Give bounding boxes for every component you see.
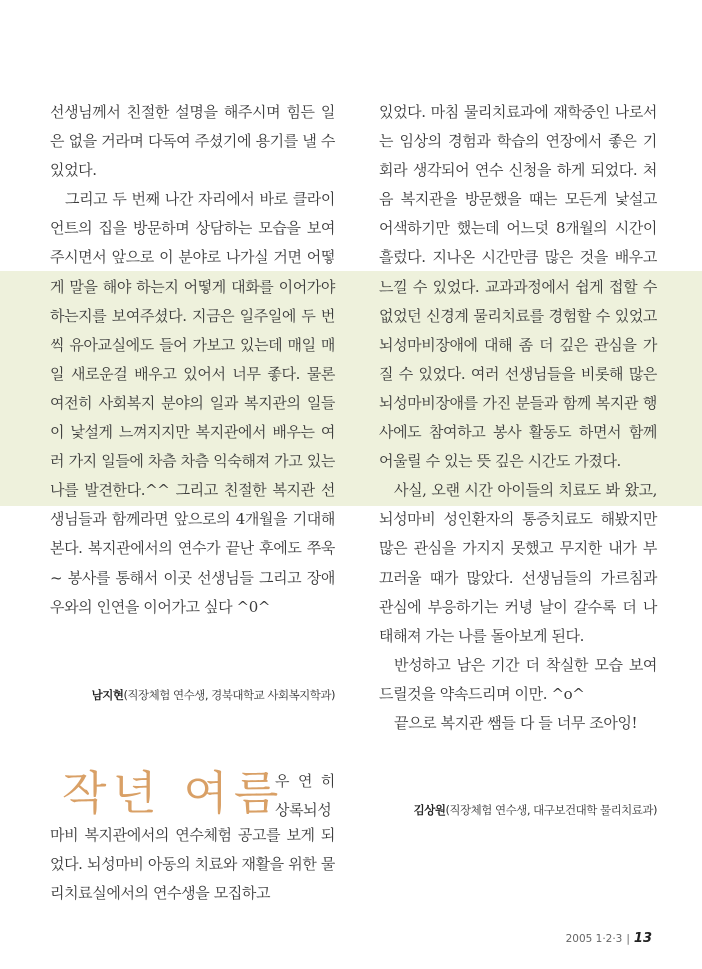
footer-divider: | [626, 932, 630, 945]
right-paragraph-1: 있었다. 마침 물리치료과에 재학중인 나로서는 임상의 경험과 학습의 연장에서 좋은 기회라 생각되어 연수 신청을 하게 되었다. 처음 복지관을 방문했을 때는 모든게 낯설고 어색하기만 했는데 어느덧 8개월의 시간이 흘렀다. 지나온 시간만큼 많은 것을 배우고 느낄 수 있었다. 교과과정에서 쉽게 접할 수 없었던 신경계 물리치료를 경험할 수 있었고 뇌성마비장애에 대해 좀 더 깊은 관심을 가질 수 있었다. 여러 선생님들을 비롯해 많은 뇌성마비장애를 가진 분들과 함께 복지관 행사에도 참여하고 봉사 활동도 하면서 함께 어울릴 수 있는 뜻 깊은 시간도 가졌다. [379, 103, 657, 471]
title-side-line-2: 상록뇌성 [275, 801, 332, 819]
title-side-line-1: 우 연 히 [275, 772, 335, 790]
right-column [379, 98, 657, 738]
left-paragraph-2: 그리고 두 번째 나간 자리에서 바로 클라이언트의 집을 방문하며 상담하는 모습을 보여주시면서 앞으로 이 분야로 나가실 거면 어떻게 말을 해야 하는지 어떻게 대화를 이어가야 하는지를 보여주셨다. 지금은 일주일에 두 번씩 유아교실에도 들어 가보고 있는데 매일 매일 새로운걸 배우고 있어서 너무 좋다. 물론 여전히 사회복지 분야의 일과 복지관의 일들이 낯설게 느껴지지만 복지관에서 배우는 여러 가지 일들에 차츰 차츰 익숙해져 가고 있는 나를 발견한다.^^ 그리고 친절한 복지관 선생님들과 함께라면 앞으로의 4개월을 기대해본다. 복지관에서의 연수가 끝난 후에도 쭈욱~ 봉사를 통해서 이곳 선생님들 그리고 장애우와의 인연을 이어가고 싶다 ^0^ [50, 190, 335, 616]
left-paragraph-3: 마비 복지관에서의 연수체험 공고를 보게 되었다. 뇌성마비 아동의 치료와 재활을 위한 물리치료실에서의 연수생을 모집하고 [50, 826, 335, 903]
left-signature-name: 남지현 [91, 688, 124, 702]
left-signature [50, 687, 335, 703]
issue-date: 2005 1·2·3 [565, 932, 623, 945]
right-paragraph-2: 사실, 오랜 시간 아이들의 치료도 봐 왔고, 뇌성마비 성인환자의 통증치료도 해봤지만 많은 관심을 가지지 못했고 무지한 내가 부끄러울 때가 많았다. 선생님들의 가르침과 관심에 부응하기는 커녕 날이 갈수록 더 나태해져 가는 나를 돌아보게 된다. [379, 481, 657, 645]
left-paragraph-1: 선생님께서 친절한 설명을 해주시며 힘든 일은 없을 거라며 다독여 주셨기에 용기를 낼 수 있었다. [50, 103, 335, 180]
page-number: 13 [633, 931, 652, 946]
right-signature-name: 김상원 [413, 803, 446, 817]
left-paragraph-3-block [50, 821, 335, 908]
left-signature-detail: (직장체험 연수생, 경북대학교 사회복지학과) [123, 688, 335, 702]
right-paragraph-3: 반성하고 남은 기간 더 착실한 모습 보여드릴것을 약속드리며 이만. ^o^ [379, 655, 657, 703]
left-column [50, 98, 335, 622]
section-title: 작년 여름 [62, 766, 285, 820]
right-paragraph-4: 끝으로 복지관 쌤들 다 들 너무 조아잉! [394, 713, 638, 732]
right-signature [379, 802, 657, 818]
right-signature-detail: (직장체험 연수생, 대구보건대학 물리치료과) [445, 803, 657, 817]
page-footer [566, 931, 652, 946]
